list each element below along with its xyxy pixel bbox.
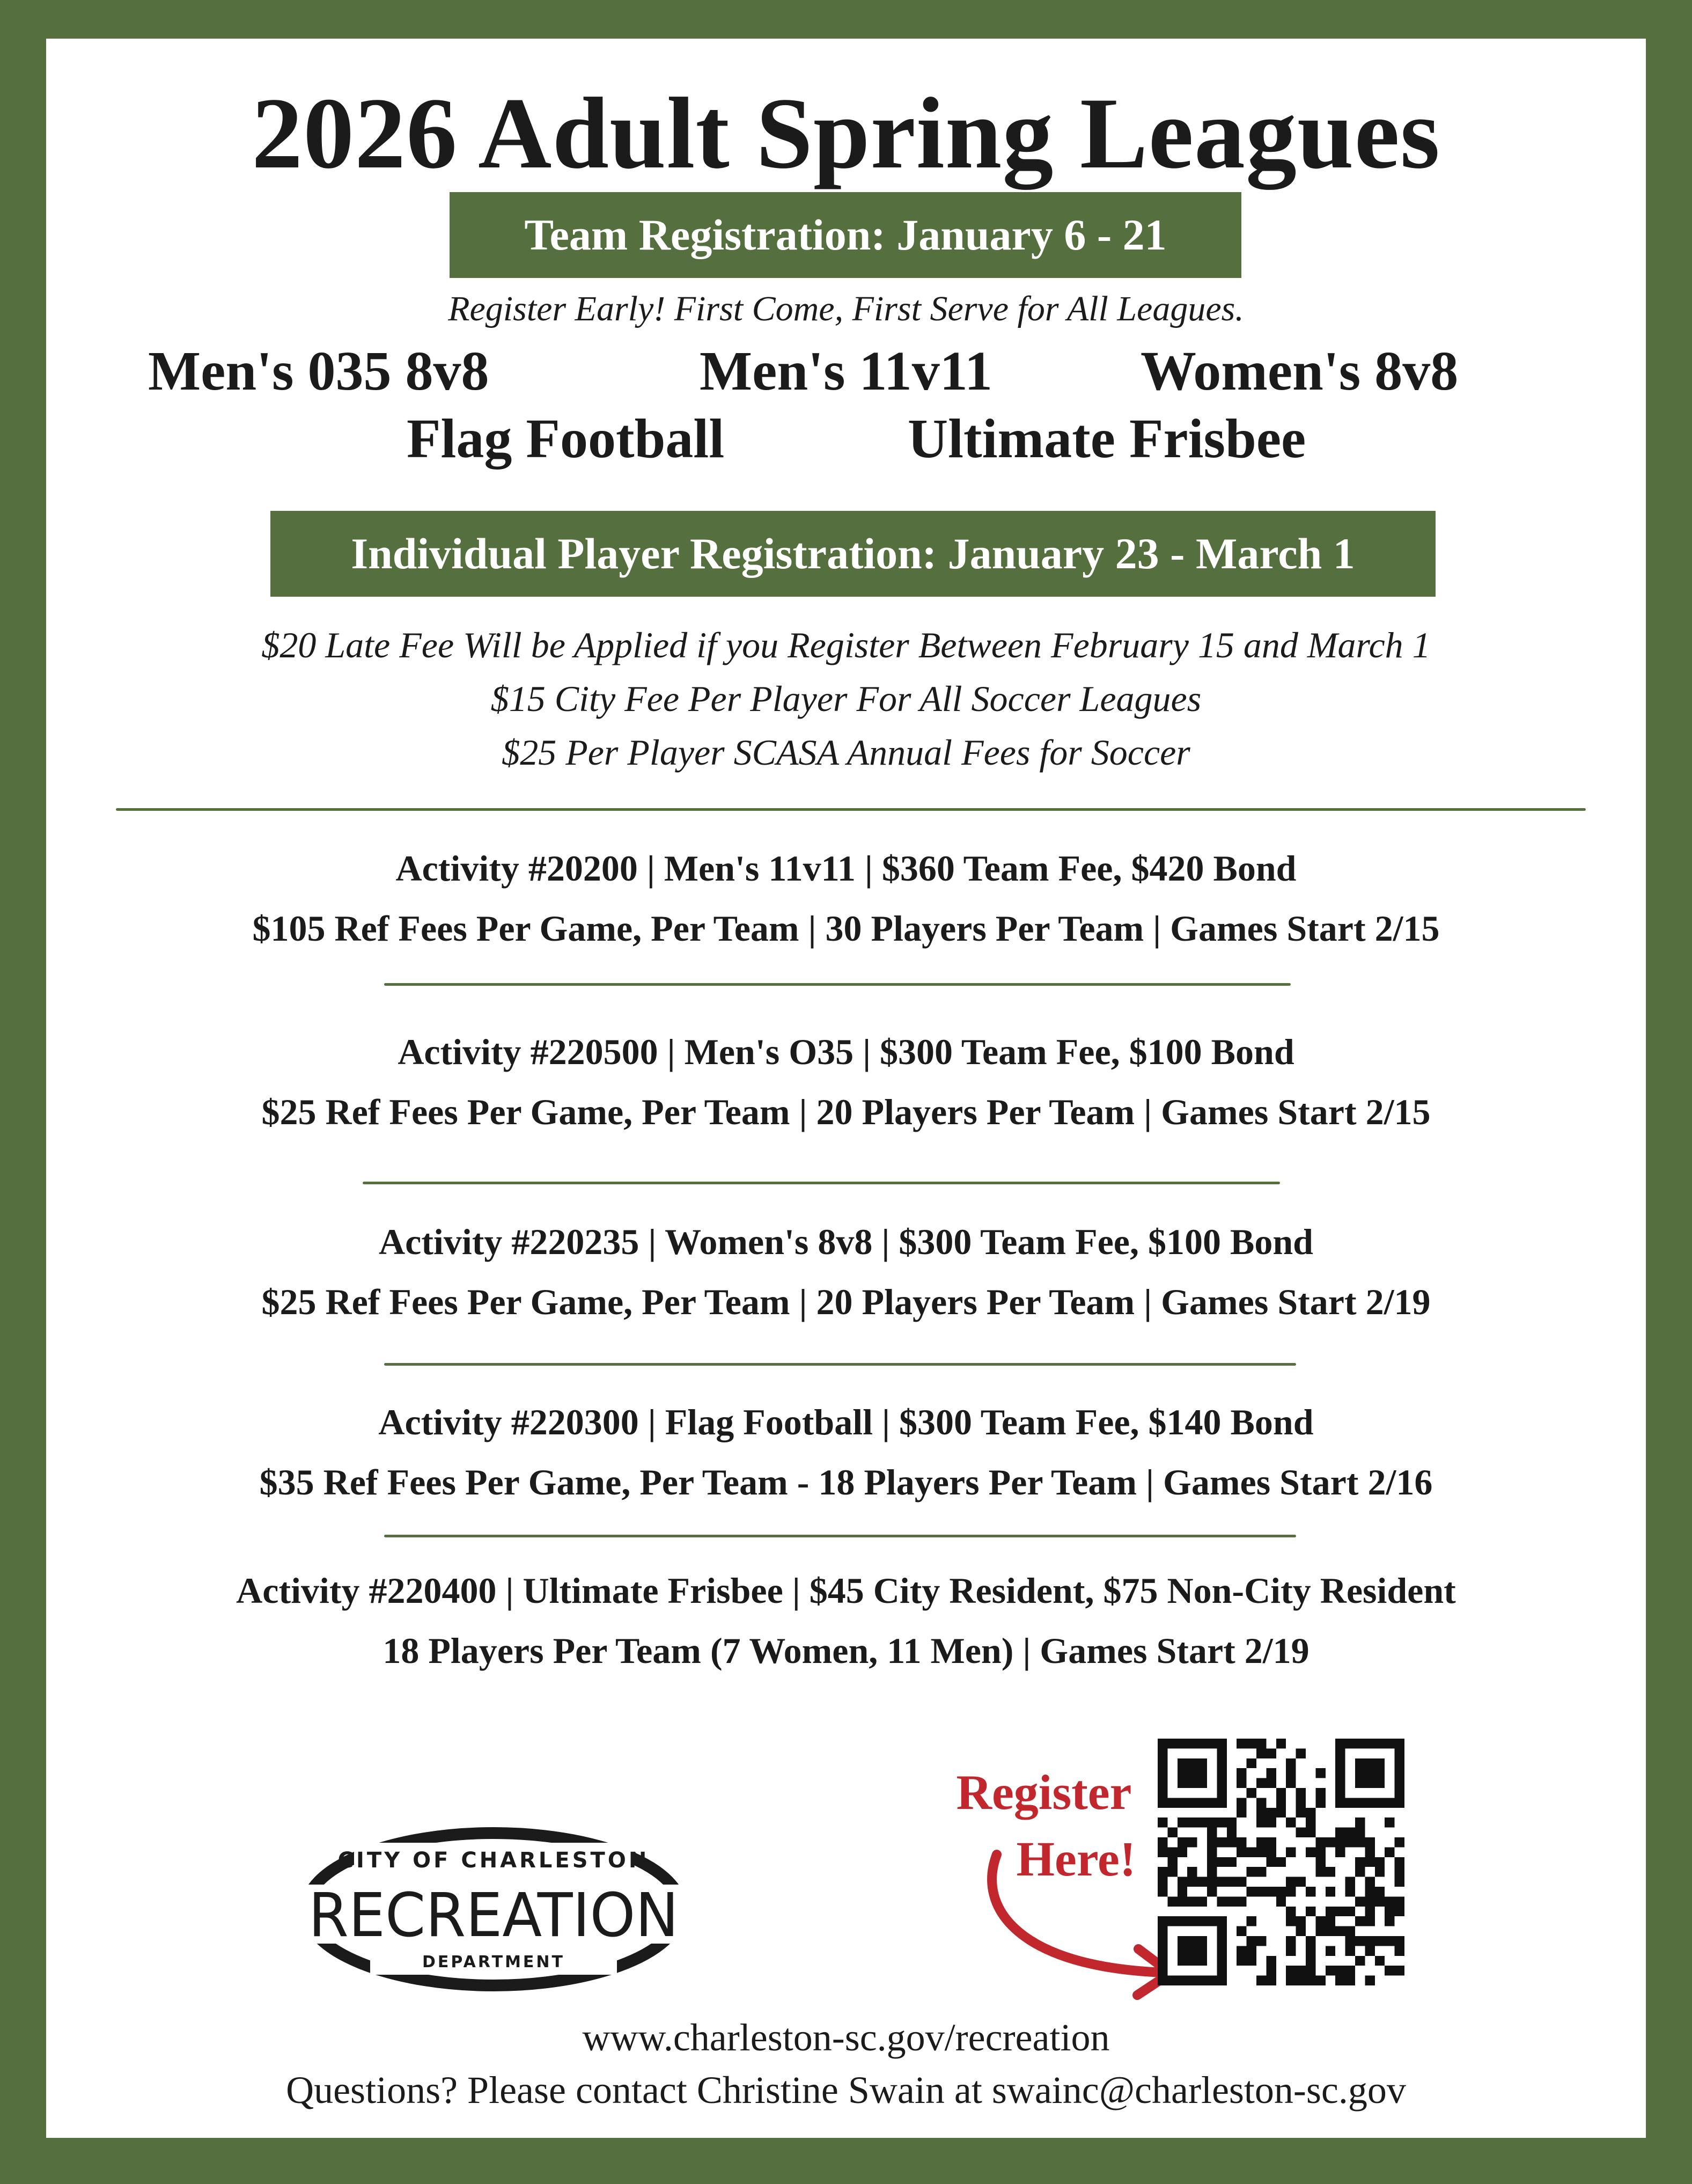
contact-line: Questions? Please contact Christine Swain at swainc@charleston-sc.gov <box>286 2069 1406 2112</box>
footer <box>46 2011 1646 2116</box>
activity-line-2: $105 Ref Fees Per Game, Per Team | 30 Players Per Team | Games Start 2/15 <box>252 908 1440 949</box>
activity-line-2: $25 Ref Fees Per Game, Per Team | 20 Players Per Team | Games Start 2/15 <box>261 1091 1431 1132</box>
activity-line-1: Activity #220400 | Ultimate Frisbee | $45 City Resident, $75 Non-City Resident <box>236 1570 1456 1611</box>
late-fee-note: $20 Late Fee Will be Applied if you Register Between February 15 and March 1 <box>261 625 1431 665</box>
logo-bottom-text: DEPARTMENT <box>422 1953 565 1972</box>
logo-top-text: CITY OF CHARLESTON <box>337 1848 650 1873</box>
team-registration-banner: Team Registration: January 6 - 21 <box>450 192 1241 278</box>
league-ultimate-frisbee: Ultimate Frisbee <box>908 408 1306 470</box>
activity-20200 <box>46 838 1646 958</box>
scasa-fee-note: $25 Per Player SCASA Annual Fees for Soccer <box>502 732 1190 773</box>
website-link[interactable]: www.charleston-sc.gov/recreation <box>582 2016 1110 2059</box>
activity-220500 <box>46 1022 1646 1142</box>
league-womens-8v8: Women's 8v8 <box>1141 340 1459 402</box>
activity-line-1: Activity #220235 | Women's 8v8 | $300 Team Fee, $100 Bond <box>379 1221 1313 1262</box>
page-title: 2026 Adult Spring Leagues <box>252 77 1440 190</box>
activity-line-1: Activity #220300 | Flag Football | $300 Team Fee, $140 Bond <box>378 1402 1314 1442</box>
register-label: Register <box>956 1765 1132 1820</box>
divider <box>363 1182 1280 1184</box>
activity-220400 <box>46 1560 1646 1681</box>
activity-line-2: $25 Ref Fees Per Game, Per Team | 20 Players Per Team | Games Start 2/19 <box>261 1281 1431 1322</box>
activity-line-1: Activity #20200 | Men's 11v11 | $360 Team Fee, $420 Bond <box>395 848 1297 889</box>
fee-notes <box>46 618 1646 779</box>
league-mens-11v11: Men's 11v11 <box>700 340 993 402</box>
here-label: Here! <box>1016 1831 1136 1886</box>
logo-main-text: RECREATION <box>308 1881 679 1951</box>
league-flag-football: Flag Football <box>407 408 725 470</box>
activity-line-2: 18 Players Per Team (7 Women, 11 Men) | Games Start 2/19 <box>382 1630 1310 1671</box>
registration-qr-code[interactable] <box>1158 1739 1404 1985</box>
divider <box>384 1363 1296 1366</box>
individual-registration-banner: Individual Player Registration: January 23 - March 1 <box>270 511 1436 597</box>
activity-line-2: $35 Ref Fees Per Game, Per Team - 18 Players Per Team | Games Start 2/16 <box>259 1462 1433 1503</box>
activity-220235 <box>46 1212 1646 1332</box>
city-fee-note: $15 City Fee Per Player For All Soccer Leagues <box>490 678 1202 719</box>
divider <box>116 808 1586 811</box>
recreation-department-logo <box>290 1815 697 1997</box>
flyer-page <box>46 39 1646 2138</box>
divider <box>384 1535 1296 1537</box>
league-mens-o35: Men's 035 8v8 <box>148 340 489 402</box>
divider <box>384 983 1291 986</box>
register-early-note: Register Early! First Come, First Serve for All Leagues. <box>448 289 1244 328</box>
activity-220300 <box>46 1392 1646 1512</box>
activity-line-1: Activity #220500 | Men's O35 | $300 Team Fee, $100 Bond <box>398 1031 1294 1072</box>
